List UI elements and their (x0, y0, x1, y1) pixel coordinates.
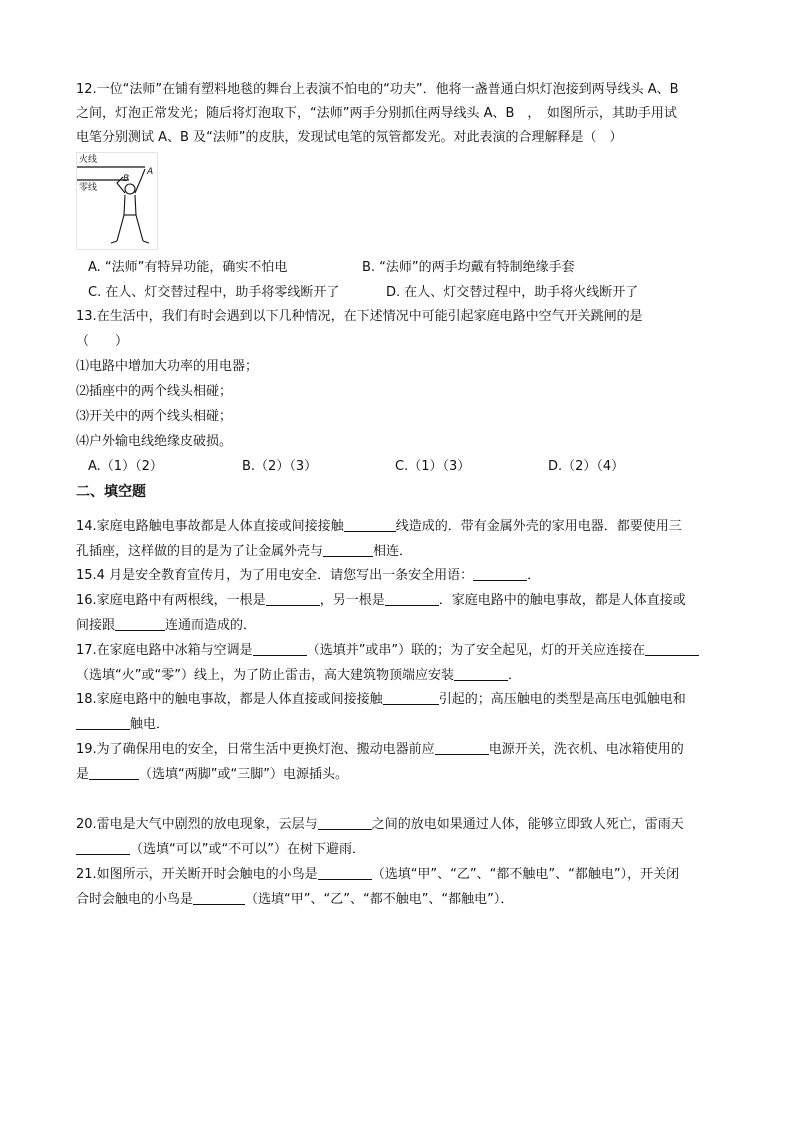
q14-line-1 (76, 517, 682, 537)
q20-line-1 (76, 815, 684, 835)
q17-blank-3[interactable] (454, 666, 508, 681)
magician-wires-illustration (77, 153, 157, 249)
q16-blank-1[interactable] (266, 591, 320, 606)
q18-blank-1[interactable] (383, 690, 439, 705)
q18-line-2 (76, 715, 169, 735)
q14-blank-1[interactable] (344, 517, 396, 532)
q13-item-3: ⑶开关中的两个线头相碰； (76, 409, 233, 424)
q21-line-1 (76, 865, 679, 885)
q16-text-5: 连通而造成的． (165, 618, 257, 633)
q19-line-2 (76, 765, 348, 785)
q13-option-b[interactable]: B.（2）（3） (242, 459, 318, 474)
q18-blank-2[interactable] (76, 715, 130, 730)
q20-text-1: 20.雷电是大气中剧烈的放电现象，云层与 (76, 817, 318, 832)
q16-line-2 (76, 616, 256, 636)
q19-text-1: 19.为了确保用电的安全，日常生活中更换灯泡、搬动电器前应 (76, 742, 435, 757)
q13-item-1: ⑴电路中增加大功率的用电器； (76, 359, 259, 374)
q18-text-2: 引起的；高压触电的类型是高压电弧触电和 (438, 692, 686, 707)
q20-text-2: 之间的放电如果通过人体，能够立即致人死亡，雷雨天 (371, 817, 684, 832)
q12-option-c[interactable]: C. 在人、灯交替过程中，助手将零线断开了 (88, 285, 340, 300)
q19-text-2: 电源开关，洗衣机、电冰箱使用的 (488, 742, 684, 757)
q21-line-2 (76, 890, 513, 910)
q13-item-2: ⑵插座中的两个线头相碰； (76, 384, 233, 399)
q14-text-3: 孔插座，这样做的目的是为了让金属外壳与 (76, 544, 324, 559)
q21-text-3: 合时会触电的小鸟是 (76, 892, 194, 907)
q18-text-3: 触电． (130, 717, 170, 732)
q12-line-2: 之间，灯泡正常发光；随后将灯泡取下，“法师”两手分别抓住两导线头 A、B ， 如图所示，其助手用试 (76, 106, 677, 121)
q21-text-1: 21.如图所示，开关断开时会触电的小鸟是 (76, 867, 318, 882)
q20-line-2 (76, 840, 365, 860)
terminal-a-label: A (147, 167, 154, 177)
q19-blank-2[interactable] (89, 765, 139, 780)
q17-text-3: （选填“火”或“零”）线上，为了防止雷击，高大建筑物顶端应安装 (76, 668, 454, 683)
q14-text-1: 14.家庭电路触电事故都是人体直接或间接接触 (76, 519, 344, 534)
q17-blank-2[interactable] (645, 641, 699, 656)
q13-option-d[interactable]: D.（2）（4） (548, 459, 625, 474)
q13-option-c[interactable]: C.（1）（3） (395, 459, 471, 474)
q14-text-2: 线造成的．带有金属外壳的家用电器．都要使用三 (395, 519, 682, 534)
q20-text-3: （选填“可以”或“不可以”）在树下避雨． (130, 842, 365, 857)
q15-blank-1[interactable] (473, 566, 527, 581)
q16-text-3: ．家庭电路中的触电事故，都是人体直接或 (438, 593, 686, 608)
q16-text-2: ，另一根是 (319, 593, 385, 608)
q13-line-2: （ ） (76, 334, 129, 349)
q12-option-a[interactable]: A. “法师”有特异功能，确实不怕电 (88, 260, 288, 275)
q17-blank-1[interactable] (253, 641, 307, 656)
q15-text-1: 15.4 月是安全教育宣传月，为了用电安全．请您写出一条安全用语： (76, 568, 474, 583)
q17-text-1: 17.在家庭电路中冰箱与空调是 (76, 643, 253, 658)
q15-text-2: ． (527, 568, 541, 583)
q16-text-4: 间接跟 (76, 618, 116, 633)
q19-text-4: （选填“两脚”或“三脚”）电源插头。 (139, 767, 348, 782)
q16-text-1: 16.家庭电路中有两根线，一根是 (76, 593, 266, 608)
q20-blank-1[interactable] (318, 815, 372, 830)
q19-blank-1[interactable] (435, 740, 489, 755)
q12-option-b[interactable]: B. “法师”的两手均戴有特制绝缘手套 (362, 260, 575, 275)
q19-text-3: 是 (76, 767, 90, 782)
q14-line-2 (76, 542, 412, 562)
q16-blank-3[interactable] (115, 616, 165, 631)
section-title-fill-in: 二、填空题 (76, 484, 146, 500)
terminal-b-label: B (123, 174, 130, 184)
q12-line-3: 电笔分别测试 A、B 及“法师”的皮肤，发现试电笔的氖管都发光。对此表演的合理解释是（ ） (76, 130, 623, 145)
q13-item-4: ⑷户外输电线绝缘皮破损。 (76, 434, 233, 449)
q16-blank-2[interactable] (385, 591, 439, 606)
q20-blank-2[interactable] (76, 840, 130, 855)
q19-line-1 (76, 740, 684, 760)
q14-blank-2[interactable] (323, 542, 373, 557)
q13-line-1: 13.在生活中，我们有时会遇到以下几种情况，在下述情况中可能引起家庭电路中空气开关跳闸的是 (76, 309, 643, 324)
live-wire-label: 火线 (79, 155, 98, 165)
q17-line-1 (76, 641, 699, 661)
neutral-wire-label: 零线 (79, 183, 98, 193)
q12-figure (76, 152, 158, 250)
q15-line-1 (76, 566, 540, 586)
q17-text-2: （选填并”或串”）联的；为了安全起见，灯的开关应连接在 (306, 643, 646, 658)
q21-text-2: （选填“甲”、“乙”、“都不触电”、“都触电”），开关闭 (371, 867, 680, 882)
q18-line-1 (76, 690, 686, 710)
q17-line-2 (76, 666, 521, 686)
q17-text-4: ． (507, 668, 521, 683)
q14-text-4: 相连． (373, 544, 413, 559)
q16-line-1 (76, 591, 686, 611)
q12-line-1: 12.一位“法师”在铺有塑料地毯的舞台上表演不怕电的“功夫”．他将一盏普通白炽灯泡接到两导线头 A、B (76, 82, 679, 97)
q21-blank-1[interactable] (318, 865, 372, 880)
q21-text-4: （选填“甲”、“乙”、“都不触电”、“都触电”）． (245, 892, 514, 907)
q18-text-1: 18.家庭电路中的触电事故，都是人体直接或间接接触 (76, 692, 383, 707)
q13-option-a[interactable]: A.（1）（2） (88, 459, 163, 474)
q12-option-d[interactable]: D. 在人、灯交替过程中，助手将火线断开了 (386, 285, 639, 300)
q21-blank-2[interactable] (193, 890, 245, 905)
